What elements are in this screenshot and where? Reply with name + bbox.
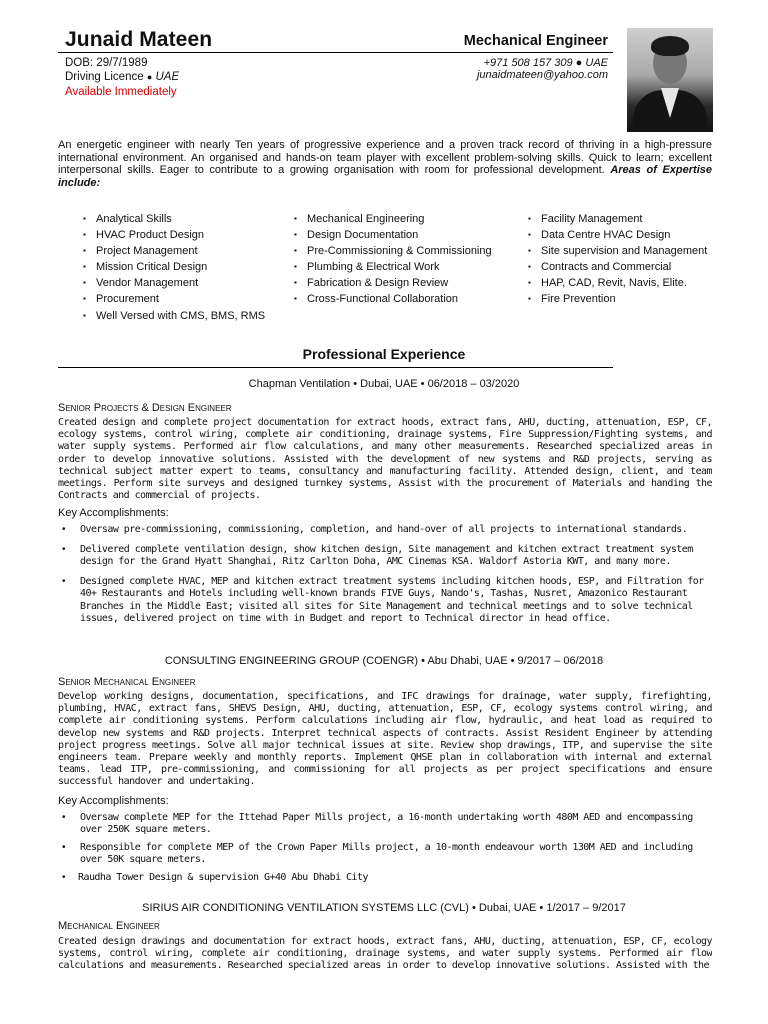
- professional-summary: [58, 139, 712, 189]
- bullet-icon: ▪: [528, 294, 531, 304]
- skill-label: Fabrication & Design Review: [307, 277, 449, 290]
- skill-item: [528, 291, 707, 307]
- bullet-icon: ▪: [294, 214, 297, 223]
- skill-item: [294, 275, 492, 291]
- skill-item: [294, 227, 492, 243]
- skill-label: Plumbing & Electrical Work: [307, 261, 440, 274]
- skill-label: Project Management: [96, 245, 198, 258]
- bullet-icon: ▪: [83, 214, 86, 223]
- job-1-location: • Dubai, UAE • 06/2018 – 03/2020: [353, 378, 520, 390]
- driving-licence: [65, 70, 179, 84]
- job-3-role: Mechanical Engineer: [58, 920, 160, 932]
- accomplishment-text: Responsible for complete MEP of the Crown Paper Mills project, a 10-month endeavour worth 130M AED and including over 50K square meters.: [80, 842, 693, 866]
- job-1-accomplishment: [58, 544, 712, 569]
- phone: +971 508 157 309 ● UAE: [483, 57, 608, 69]
- accomplishment-text: Oversaw pre-commissioning, commissioning, completion, and hand-over of all projects to international standards.: [80, 524, 688, 535]
- bullet-icon: ▪: [83, 246, 86, 256]
- job-2-role: Senior Mechanical Engineer: [58, 676, 196, 688]
- skill-item: [528, 259, 707, 275]
- bullet-icon: ▪: [528, 246, 531, 256]
- skill-item: [294, 291, 492, 307]
- skill-label: Data Centre HVAC Design: [541, 229, 671, 242]
- licence-value: UAE: [155, 71, 180, 83]
- job-2-location: • Abu Dhabi, UAE • 9/2017 – 06/2018: [421, 655, 604, 667]
- accomplishment-text: Oversaw complete MEP for the Ittehad Paper Mills project, a 16-month undertaking worth 480M AED and encompassing over 250K square meters.: [80, 812, 693, 836]
- job-2-description: Develop working designs, documentation, specifications, and IFC drawings for drainage, water supply, firefighting, plumbing, HVAC, extract fans, SHEVS Design, AHU, ducting, attenuation, ESP, CF, ecology systems control wiring, and complete air conditioning systems. Perform calculations including air flow, hydraulic, and heat load as required to develop new systems and R&D projects. Interpret technical aspects of contracts. Assist Resident Engineer by attending project progress meetings. Solve all major technical issues at site. Review shop drawings, ITP, and supervise the site engineers team. Prepare weekly and monthly reports. Implement QHSE plan in collaboration with internal and external teams. lead ITP, pre-commissioning, and commissioning for all projects as per project specifications and ensure successful handover and undertaking.: [58, 691, 712, 788]
- job-1-accomplishment: [58, 524, 712, 536]
- job-2-accomplishment: [58, 812, 712, 837]
- job-3-location: • Dubai, UAE • 1/2017 – 9/2017: [471, 902, 626, 914]
- bullet-icon: ▪: [83, 294, 86, 304]
- dob: DOB: 29/7/1989: [65, 57, 148, 69]
- skills-column-1: [83, 211, 265, 324]
- bullet-icon: ▪: [83, 278, 86, 288]
- skill-item: [83, 243, 265, 259]
- skill-item: [294, 243, 492, 259]
- skill-label: Cross-Functional Collaboration: [307, 293, 459, 306]
- skill-item: [83, 211, 265, 227]
- skill-item: [528, 211, 707, 227]
- experience-heading: Professional Experience: [302, 346, 466, 362]
- skill-label: Fire Prevention: [541, 293, 616, 306]
- bullet-icon: ▪: [528, 262, 531, 272]
- skill-item: [83, 308, 265, 324]
- bullet-icon: •: [62, 842, 65, 853]
- accomplishment-text: Delivered complete ventilation design, show kitchen design, Site management and kitchen extract treatment system design for the Grand Hyatt Shanghai, Ritz Carlton Doha, AMC Cinemas KSA. Waldorf Astoria KWT, and many more.: [80, 544, 693, 568]
- profile-photo: [627, 28, 713, 132]
- job-title: Mechanical Engineer: [463, 33, 608, 49]
- skill-label: HAP, CAD, Revit, Navis, Elite.: [541, 277, 687, 290]
- bullet-icon: ▪: [83, 262, 86, 272]
- job-2-accomplishment: [58, 872, 712, 884]
- bullet-icon: •: [62, 812, 65, 823]
- bullet-icon: ▪: [83, 310, 86, 320]
- skill-label: Facility Management: [541, 213, 643, 225]
- skill-label: Contracts and Commercial: [541, 261, 672, 274]
- bullet-icon: •: [62, 524, 65, 535]
- job-3-header: [0, 902, 768, 914]
- skill-label: Analytical Skills: [96, 213, 172, 225]
- skill-item: [83, 291, 265, 307]
- bullet-icon: ▪: [294, 230, 297, 240]
- job-1-accomplishment: [58, 576, 712, 626]
- skill-item: [528, 243, 707, 259]
- licence-bullet: ●: [146, 72, 153, 82]
- skill-label: Mechanical Engineering: [307, 213, 425, 225]
- skill-label: Site supervision and Management: [541, 245, 708, 258]
- skill-label: Mission Critical Design: [96, 261, 208, 274]
- bullet-icon: ▪: [294, 294, 297, 304]
- accomplishment-text: Designed complete HVAC, MEP and kitchen extract treatment systems including kitchen hoods, ESP, and Filtration for 40+ Restaurants and Hotels including well-known brands FIVE Guys, Nando's, Tashas, Nusret, Amazonico Restaurant Branches in the Middle East; visited all sites for Site Management and technical meetings and to solve technical issues, delivered project on time with in Budget and report to Technical director in head office.: [80, 576, 704, 625]
- bullet-icon: •: [62, 576, 65, 587]
- licence-label: Driving Licence: [65, 71, 144, 83]
- job-1-accomplishments-label: Key Accomplishments:: [58, 507, 169, 519]
- skill-label: Pre-Commissioning & Commissioning: [307, 245, 492, 258]
- skill-label: HVAC Product Design: [96, 229, 205, 242]
- summary-text: An energetic engineer with nearly Ten years of progressive experience and a proven track record of thriving in a high-pressure international environment. An organised and hands-on team player with excellent problem-solving skills. Quick to learn; excellent interpersonal skills. Eager to contribute to a growing organisation with room for professional development.: [58, 139, 712, 177]
- bullet-icon: ▪: [528, 230, 531, 240]
- availability-status: Available Immediately: [65, 86, 177, 98]
- bullet-icon: ▪: [294, 262, 297, 272]
- skill-label: Well Versed with CMS, BMS, RMS: [96, 309, 266, 322]
- job-2-header: [0, 655, 768, 667]
- skill-item: [83, 227, 265, 243]
- bullet-icon: ▪: [83, 230, 86, 240]
- bullet-icon: •: [62, 544, 65, 555]
- experience-divider: [58, 367, 613, 368]
- bullet-icon: ▪: [528, 214, 531, 223]
- job-1-header: [0, 378, 768, 390]
- skill-item: [83, 259, 265, 275]
- email: junaidmateen@yahoo.com: [476, 69, 608, 81]
- skill-item: [83, 275, 265, 291]
- areas-of-expertise-heading: Areas of Expertise include:: [58, 164, 713, 189]
- job-2-company: CONSULTING ENGINEERING GROUP (COENGR): [164, 655, 419, 667]
- bullet-icon: ▪: [294, 278, 297, 288]
- skill-item: [294, 259, 492, 275]
- skill-item: [294, 211, 492, 227]
- skill-item: [528, 227, 707, 243]
- bullet-icon: •: [62, 872, 65, 883]
- skill-label: Vendor Management: [96, 277, 199, 290]
- job-2-accomplishments-label: Key Accomplishments:: [58, 795, 169, 807]
- photo-hair: [651, 36, 689, 56]
- bullet-icon: ▪: [528, 278, 531, 288]
- skills-column-3: [528, 211, 707, 308]
- skill-label: Procurement: [96, 293, 159, 306]
- candidate-name: Junaid Mateen: [65, 28, 213, 51]
- job-1-company: Chapman Ventilation: [248, 378, 351, 390]
- skills-column-2: [294, 211, 492, 308]
- skill-label: Design Documentation: [307, 229, 419, 242]
- job-3-company: SIRIUS AIR CONDITIONING VENTILATION SYSTEMS LLC (CVL): [142, 902, 469, 914]
- job-2-accomplishment: [58, 842, 712, 867]
- job-1-description: Created design and complete project documentation for extract hoods, extract fans, AHU, ducting, attenuation, ESP, CF, ecology systems, control wiring, complete air conditioning, drainage systems, Fire Suppression/Fighting systems, and water supply systems. Performed air flow calculations, and many other measurements. Researched specialized areas in order to develop innovative solutions. Assisted with the development of new systems and R&D projects, serving as technical subject matter expert to teams, consultancy and manufacturing facility. Attended design, client, and team meetings. Perform site surveys and designed turnkey systems, Assist with the procurement of Materials and handing the Contracts and commercial of projects.: [58, 417, 712, 502]
- accomplishment-text: Raudha Tower Design & supervision G+40 Abu Dhabi City: [78, 872, 368, 883]
- job-3-description: Created design drawings and documentation for extract hoods, extract fans, AHU, ducting, attenuation, ESP, CF, ecology systems, control wiring, complete air conditioning, drainage systems, and water supply systems. Performed air flow calculations and measurements. Researched specialized areas in order to develop innovative solutions. Assisted with the: [58, 936, 712, 972]
- bullet-icon: ▪: [294, 246, 297, 256]
- job-1-role: Senior Projects & Design Engineer: [58, 402, 232, 414]
- header-divider: [58, 52, 613, 53]
- skill-item: [528, 275, 707, 291]
